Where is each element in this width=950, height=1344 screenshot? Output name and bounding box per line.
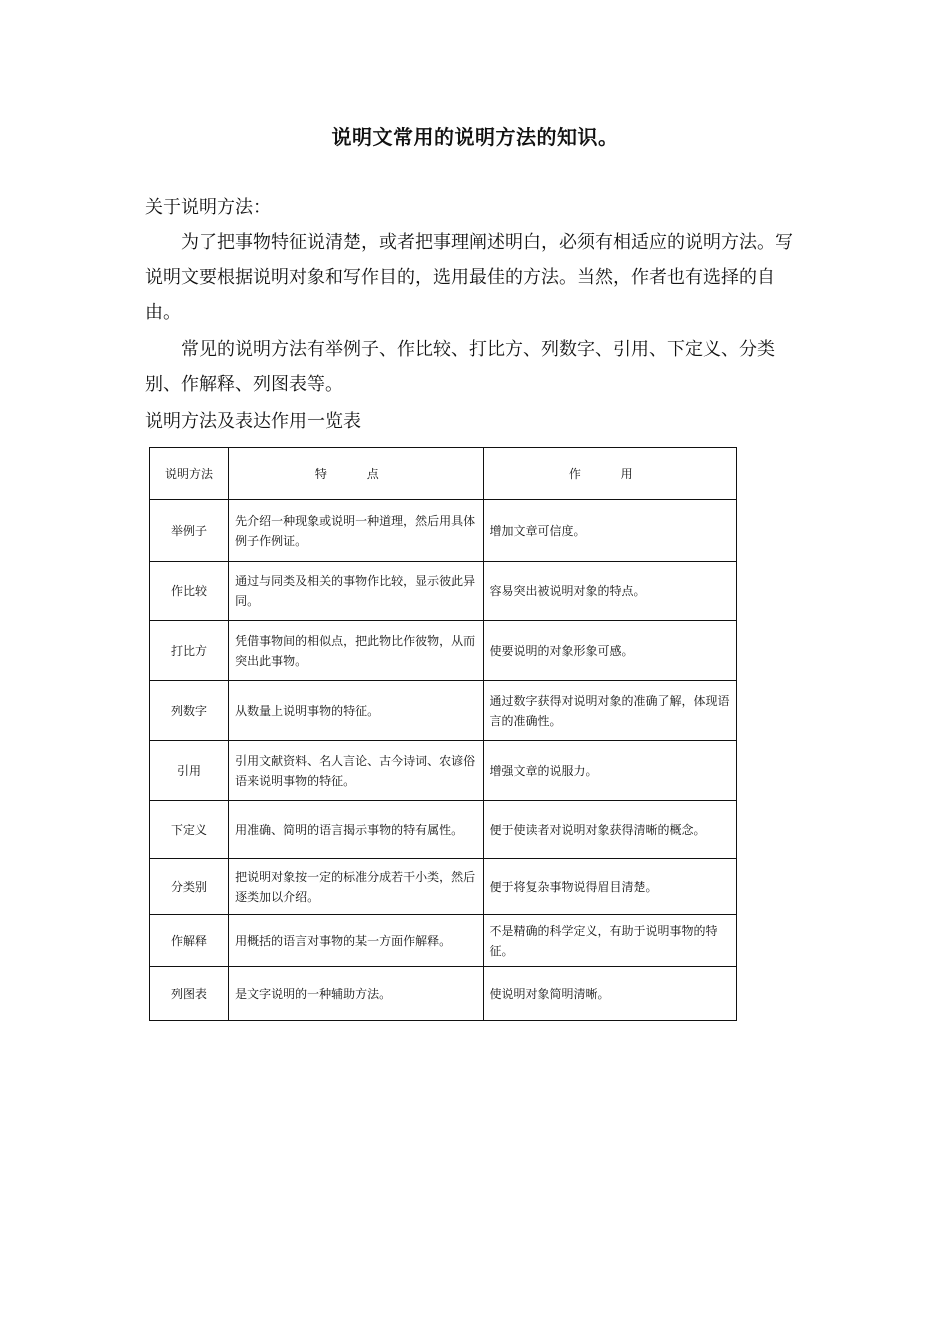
effect-cell: 通过数字获得对说明对象的准确了解，体现语言的准确性。 [483, 681, 736, 741]
table-row [150, 500, 737, 562]
method-cell: 举例子 [150, 500, 229, 562]
method-cell: 下定义 [150, 801, 229, 859]
feature-cell: 是文字说明的一种辅助方法。 [229, 967, 483, 1021]
header-method: 说明方法 [150, 448, 229, 500]
intro-heading: 关于说明方法： [145, 197, 271, 218]
method-cell: 引用 [150, 741, 229, 801]
header-effect: 作 用 [483, 448, 736, 500]
table-row [150, 562, 737, 621]
feature-cell: 凭借事物间的相似点，把此物比作彼物，从而突出此事物。 [229, 621, 483, 681]
table-row [150, 741, 737, 801]
method-cell: 作解释 [150, 915, 229, 967]
table-header-row [150, 448, 737, 500]
feature-cell: 通过与同类及相关的事物作比较，显示彼此异同。 [229, 562, 483, 621]
method-cell: 打比方 [150, 621, 229, 681]
feature-cell: 用准确、简明的语言揭示事物的特有属性。 [229, 801, 483, 859]
feature-cell: 先介绍一种现象或说明一种道理，然后用具体例子作例证。 [229, 500, 483, 562]
paragraph-method-purpose: 为了把事物特征说清楚，或者把事理阐述明白，必须有相适应的说明方法。写说明文要根据说明对象和写作目的，选用最佳的方法。当然，作者也有选择的自由。 [145, 232, 793, 323]
effect-cell: 增加文章可信度。 [483, 500, 736, 562]
table-row [150, 621, 737, 681]
table-caption: 说明方法及表达作用一览表 [145, 411, 361, 432]
method-cell: 分类别 [150, 859, 229, 915]
method-table [149, 447, 737, 1021]
feature-cell: 用概括的语言对事物的某一方面作解释。 [229, 915, 483, 967]
table-row [150, 967, 737, 1021]
paragraph-common-methods: 常见的说明方法有举例子、作比较、打比方、列数字、引用、下定义、分类别、作解释、列图表等。 [145, 339, 775, 395]
document-title: 说明文常用的说明方法的知识。 [331, 125, 619, 149]
effect-cell: 便于使读者对说明对象获得清晰的概念。 [483, 801, 736, 859]
table-row [150, 859, 737, 915]
table-row [150, 801, 737, 859]
header-feature: 特 点 [229, 448, 483, 500]
feature-cell: 引用文献资料、名人言论、古今诗词、农谚俗语来说明事物的特征。 [229, 741, 483, 801]
method-cell: 列图表 [150, 967, 229, 1021]
effect-cell: 不是精确的科学定义，有助于说明事物的特征。 [483, 915, 736, 967]
method-cell: 作比较 [150, 562, 229, 621]
method-cell: 列数字 [150, 681, 229, 741]
effect-cell: 便于将复杂事物说得眉目清楚。 [483, 859, 736, 915]
feature-cell: 把说明对象按一定的标准分成若干小类，然后逐类加以介绍。 [229, 859, 483, 915]
effect-cell: 增强文章的说服力。 [483, 741, 736, 801]
table-row [150, 681, 737, 741]
feature-cell: 从数量上说明事物的特征。 [229, 681, 483, 741]
effect-cell: 容易突出被说明对象的特点。 [483, 562, 736, 621]
effect-cell: 使说明对象简明清晰。 [483, 967, 736, 1021]
table-row [150, 915, 737, 967]
effect-cell: 使要说明的对象形象可感。 [483, 621, 736, 681]
